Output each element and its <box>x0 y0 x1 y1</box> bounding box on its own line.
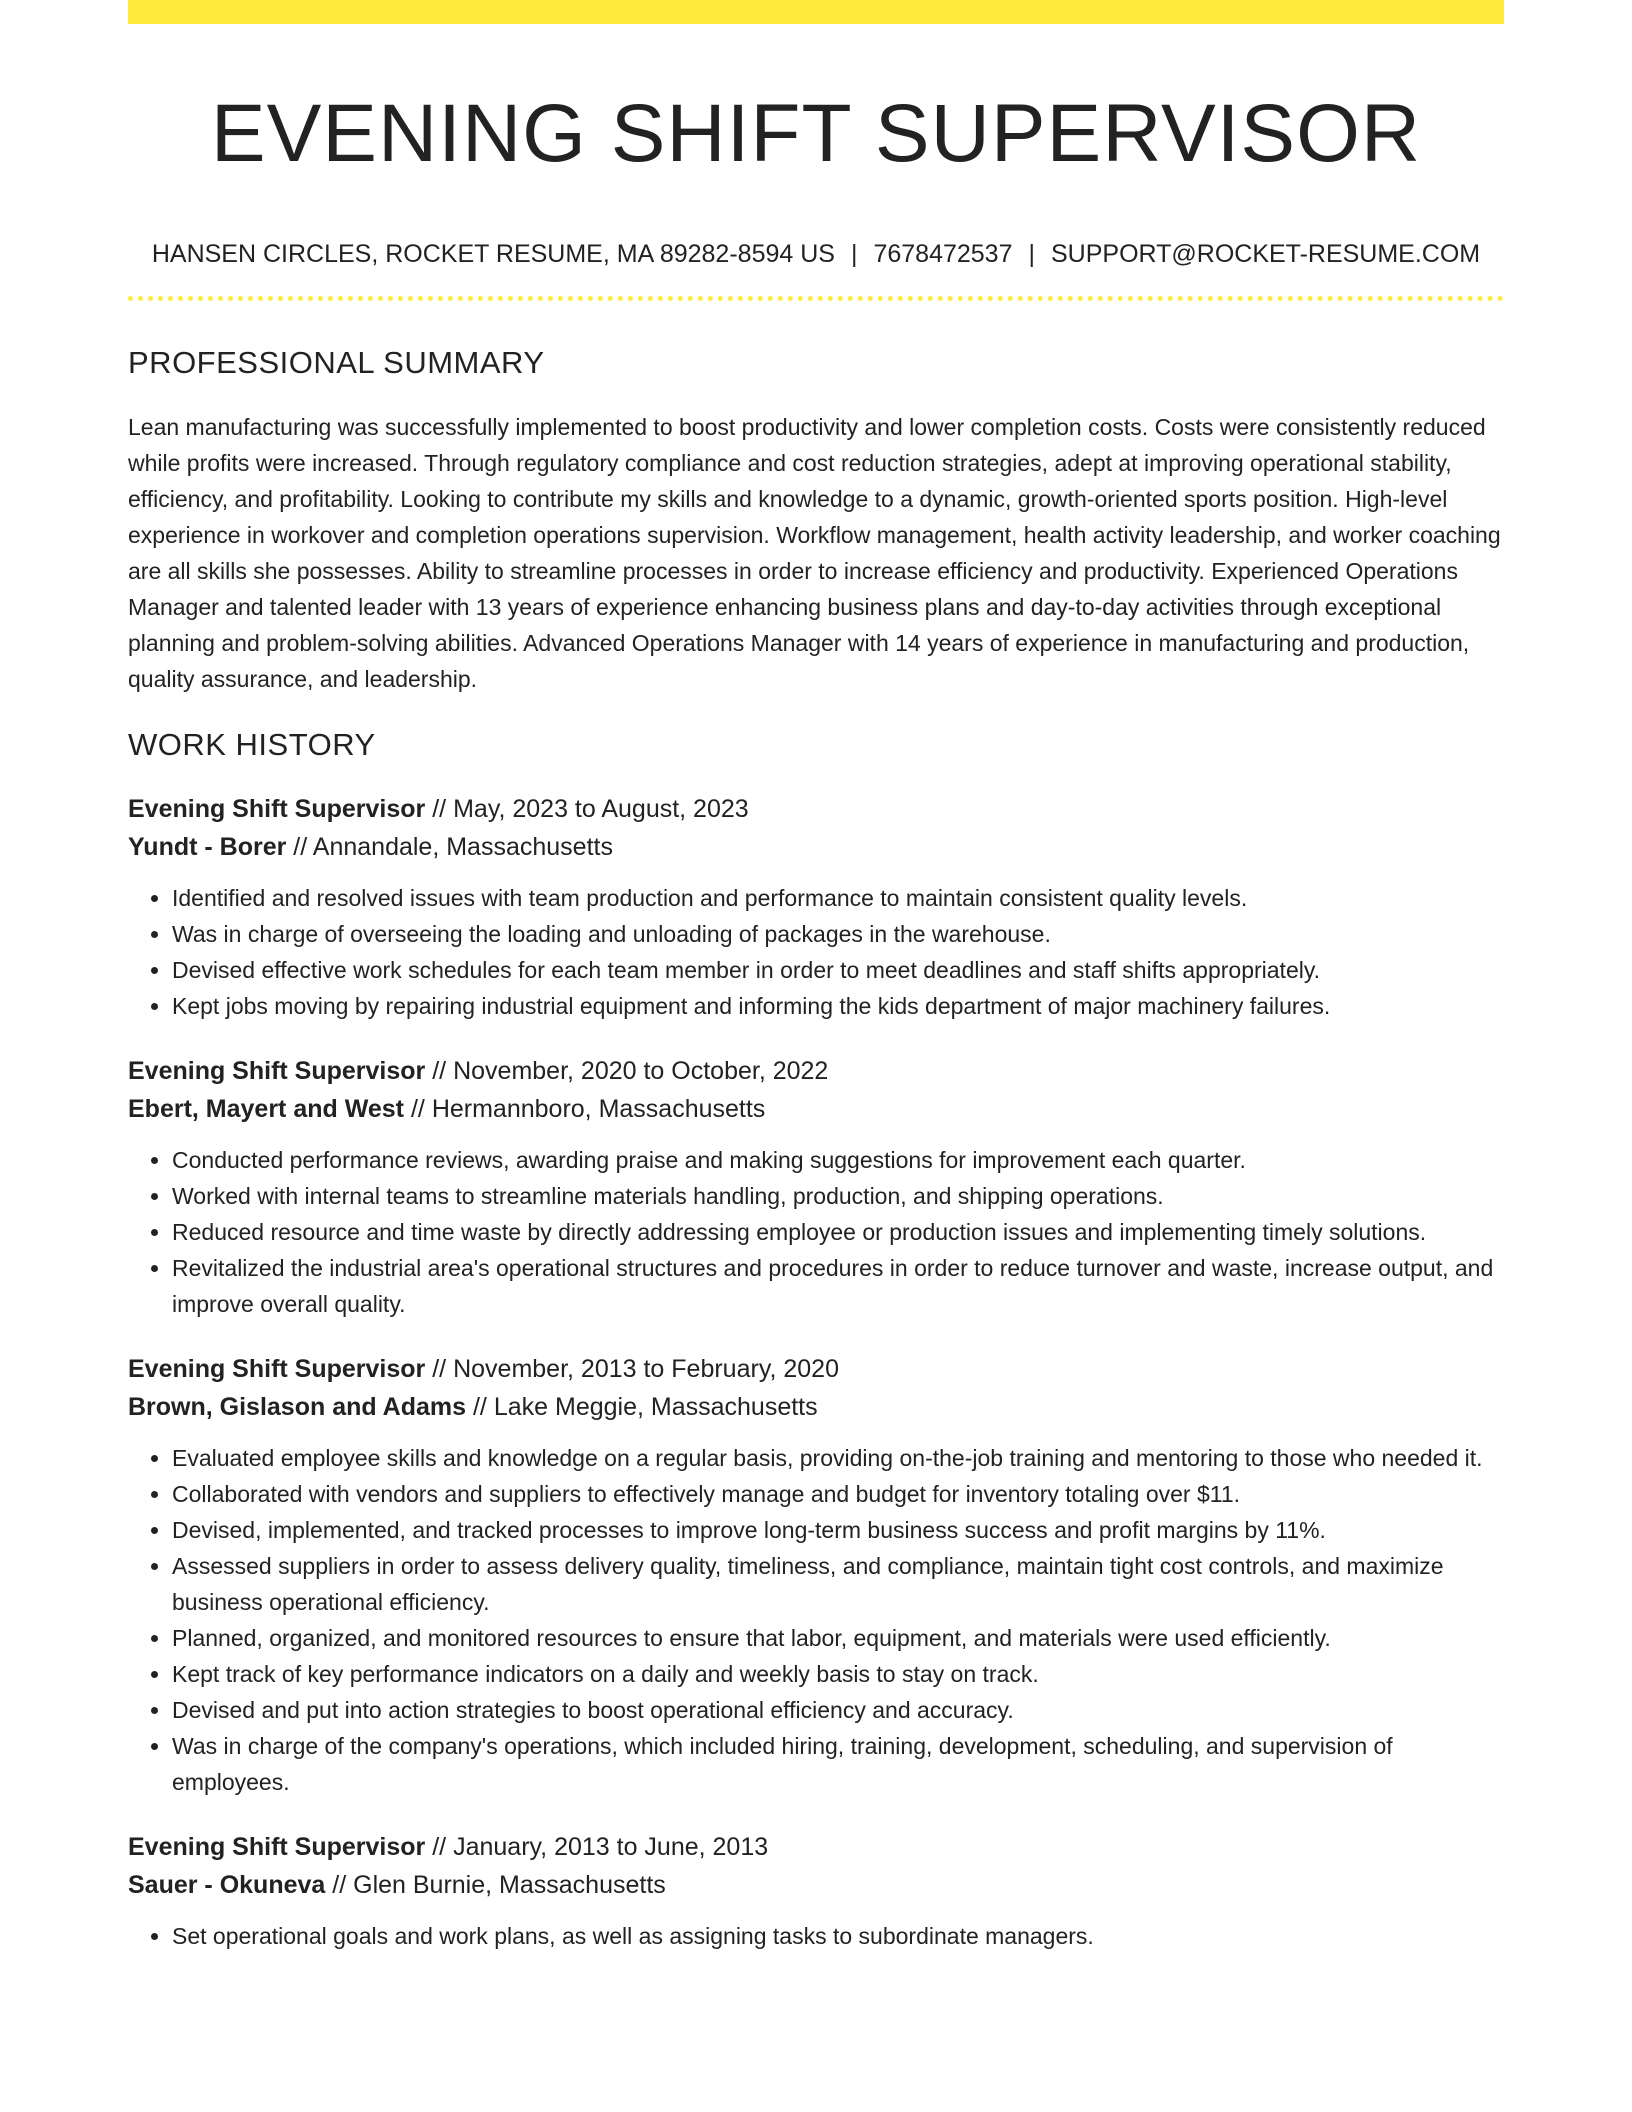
job-divider: // <box>432 1057 447 1086</box>
job-company-line <box>128 1388 1504 1426</box>
job-dates: January, 2013 to June, 2013 <box>453 1833 769 1862</box>
summary-text: Lean manufacturing was successfully implemented to boost productivity and lower completion costs. Costs were consistently reduced while profits were increased. Through regulatory compliance and cost reduction strategies, adept at improving operational stability, efficiency, and profitability. Looking to contribute my skills and knowledge to a dynamic, growth-oriented sports position. High-level experience in workover and completion operations supervision. Workflow management, health activity leadership, and worker coaching are all skills she possesses. Ability to streamline processes in order to increase efficiency and productivity. Experienced Operations Manager and talented leader with 13 years of experience enhancing business plans and day-to-day activities through exceptional planning and problem-solving abilities. Advanced Operations Manager with 14 years of experience in manufacturing and production, quality assurance, and leadership. <box>128 413 1501 692</box>
job-entry <box>128 1828 1504 1954</box>
job-title-line <box>128 790 1504 828</box>
contact-email[interactable]: SUPPORT@ROCKET-RESUME.COM <box>1051 240 1481 268</box>
job-bullet: • Planned, organized, and monitored resources to ensure that labor, equipment, and materials were used efficiently. <box>172 1620 1504 1656</box>
job-bullet: • Revitalized the industrial area's operational structures and procedures in order to reduce turnover and waste, increase output, and improve overall quality. <box>172 1250 1504 1322</box>
contact-address: HANSEN CIRCLES, ROCKET RESUME, MA 89282-8594 US <box>151 240 835 268</box>
resume-page <box>128 0 1504 1954</box>
job-bullet: • Worked with internal teams to streamline materials handling, production, and shipping operations. <box>172 1178 1504 1214</box>
resume-title: EVENING SHIFT SUPERVISOR <box>210 88 1422 179</box>
job-company: Ebert, Mayert and West <box>128 1095 405 1124</box>
job-company: Sauer - Okuneva <box>128 1871 326 1900</box>
header-divider <box>128 296 1504 301</box>
job-entry <box>128 1052 1504 1322</box>
job-bullet: • Identified and resolved issues with team production and performance to maintain consistent quality levels. <box>172 880 1504 916</box>
job-bullet: • Was in charge of the company's operations, which included hiring, training, development, scheduling, and supervision of employees. <box>172 1728 1504 1800</box>
job-divider: // <box>410 1095 425 1124</box>
job-location: Glen Burnie, Massachusetts <box>353 1871 666 1900</box>
job-bullet: • Devised, implemented, and tracked processes to improve long-term business success and profit margins by 11%. <box>172 1512 1504 1548</box>
job-dates: November, 2013 to February, 2020 <box>453 1355 839 1384</box>
job-divider: // <box>332 1871 347 1900</box>
job-bullet: • Devised effective work schedules for each team member in order to meet deadlines and staff shifts appropriately. <box>172 952 1504 988</box>
contact-line <box>128 238 1504 270</box>
job-bullet: • Kept track of key performance indicators on a daily and weekly basis to stay on track. <box>172 1656 1504 1692</box>
contact-phone[interactable]: 7678472537 <box>873 240 1013 268</box>
job-role: Evening Shift Supervisor <box>128 1355 426 1384</box>
job-divider: // <box>432 795 447 824</box>
job-role: Evening Shift Supervisor <box>128 795 426 824</box>
job-location: Hermannboro, Massachusetts <box>431 1095 766 1124</box>
job-bullet: • Kept jobs moving by repairing industrial equipment and informing the kids department of major machinery failures. <box>172 988 1504 1024</box>
job-divider: // <box>293 833 308 862</box>
accent-bar <box>128 0 1504 24</box>
job-location: Annandale, Massachusetts <box>312 833 613 862</box>
job-title-line <box>128 1828 1504 1866</box>
job-role: Evening Shift Supervisor <box>128 1057 426 1086</box>
job-divider: // <box>432 1833 447 1862</box>
job-bullet: • Evaluated employee skills and knowledge on a regular basis, providing on-the-job training and mentoring to those who needed it. <box>172 1440 1504 1476</box>
job-company-line <box>128 1866 1504 1904</box>
job-list <box>128 790 1504 1954</box>
job-title-line <box>128 1052 1504 1090</box>
job-title-line <box>128 1350 1504 1388</box>
job-bullet: • Conducted performance reviews, awarding praise and making suggestions for improvement each quarter. <box>172 1142 1504 1178</box>
summary-heading: PROFESSIONAL SUMMARY <box>128 345 545 380</box>
job-entry <box>128 790 1504 1024</box>
job-dates: November, 2020 to October, 2022 <box>453 1057 829 1086</box>
job-bullets <box>128 880 1504 1024</box>
contact-separator: | <box>850 240 858 268</box>
job-bullet: • Devised and put into action strategies to boost operational efficiency and accuracy. <box>172 1692 1504 1728</box>
job-role: Evening Shift Supervisor <box>128 1833 426 1862</box>
job-bullet: • Reduced resource and time waste by directly addressing employee or production issues and implementing timely solutions. <box>172 1214 1504 1250</box>
job-bullet: • Collaborated with vendors and suppliers to effectively manage and budget for inventory totaling over $11. <box>172 1476 1504 1512</box>
contact-separator: | <box>1028 240 1035 268</box>
job-company-line <box>128 828 1504 866</box>
job-bullet: • Set operational goals and work plans, as well as assigning tasks to subordinate managers. <box>172 1918 1504 1954</box>
job-bullet: • Assessed suppliers in order to assess delivery quality, timeliness, and compliance, maintain tight cost controls, and maximize business operational efficiency. <box>172 1548 1504 1620</box>
job-entry <box>128 1350 1504 1800</box>
work-history-heading: WORK HISTORY <box>128 726 376 762</box>
job-bullets <box>128 1440 1504 1800</box>
job-divider: // <box>472 1393 487 1422</box>
job-divider: // <box>432 1355 447 1384</box>
job-company: Brown, Gislason and Adams <box>128 1393 467 1422</box>
job-bullets <box>128 1918 1504 1954</box>
job-company: Yundt - Borer <box>128 833 287 862</box>
job-bullet: • Was in charge of overseeing the loading and unloading of packages in the warehouse. <box>172 916 1504 952</box>
job-company-line <box>128 1090 1504 1128</box>
job-bullets <box>128 1142 1504 1322</box>
job-dates: May, 2023 to August, 2023 <box>453 795 749 824</box>
job-location: Lake Meggie, Massachusetts <box>493 1393 818 1422</box>
